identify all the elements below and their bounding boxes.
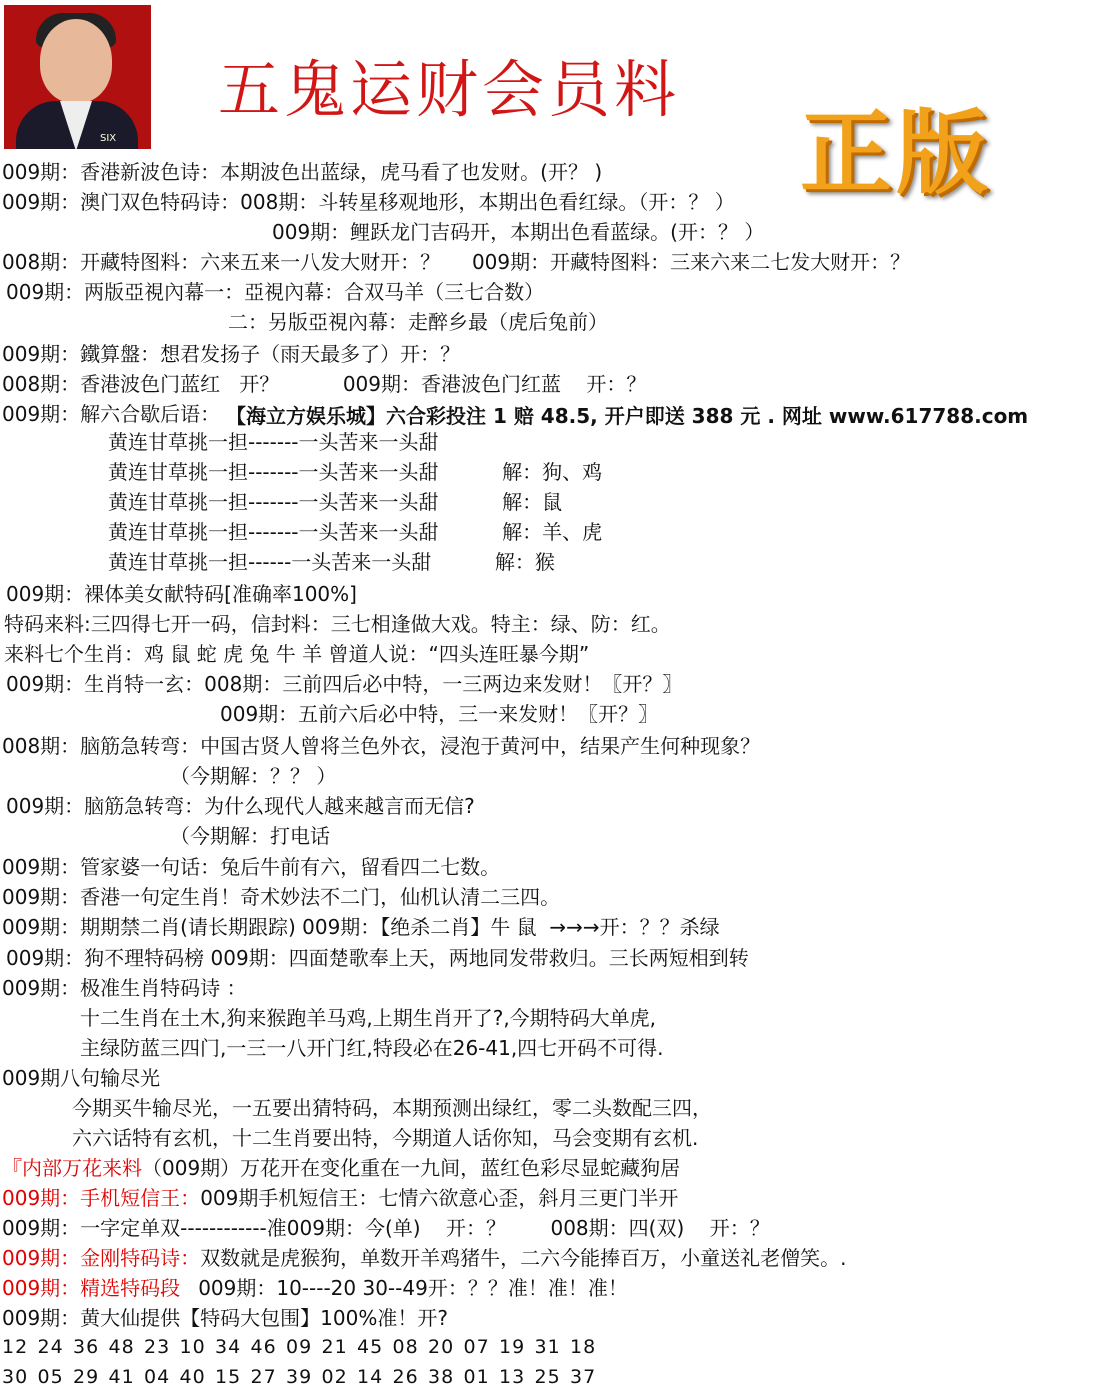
- text-line: 008期：脑筋急转弯：中国古贤人曾将兰色外衣，浸泡于黄河中，结果产生何种现象？: [2, 734, 761, 758]
- text-line: 009期：期期禁二肖(请长期跟踪) 009期：【绝杀二肖】牛 鼠 →→→开：？？杀绿: [2, 915, 720, 939]
- text-line: 009期：澳门双色特码诗：008期：斗转星移观地形，本期出色看红绿。（开：？ ）: [2, 190, 735, 214]
- number-row-1: [2, 1336, 606, 1358]
- text-line: 009期：鐵算盤：想君发扬子（雨天最多了）开：？: [2, 342, 461, 366]
- text-line: 二：另版亞視內幕：走醉乡最（虎后兔前）: [228, 310, 608, 334]
- number-cell: 19: [499, 1336, 526, 1358]
- number-cell: 34: [215, 1336, 242, 1358]
- text-line: 黄连甘草挑一担-------一头苦来一头甜 解：羊、虎: [108, 520, 603, 544]
- text-line: 009期：极准生肖特码诗 ：: [2, 976, 247, 1000]
- text-line: 今期买牛输尽光，一五要出猜特码，本期预测出绿红，零二头数配三四，: [72, 1096, 712, 1120]
- number-cell: 02: [321, 1366, 348, 1388]
- text-line: 009期：鲤跃龙门吉码开，本期出色看蓝绿。(开：？ ）: [272, 220, 765, 244]
- text-line: 特码来料:三四得七开一码，信封料：三七相逢做大戏。特主：绿、防：红。: [4, 612, 671, 636]
- number-cell: 27: [250, 1366, 277, 1388]
- number-cell: 39: [286, 1366, 313, 1388]
- number-cell: 48: [108, 1336, 135, 1358]
- number-cell: 01: [463, 1366, 490, 1388]
- text-line: 009期八句输尽光: [2, 1066, 161, 1090]
- number-cell: 26: [392, 1366, 419, 1388]
- text-line: 主绿防蓝三四门,一三一八开门红,特段必在26-41,四七开码不可得.: [80, 1036, 664, 1060]
- number-cell: 20: [428, 1336, 455, 1358]
- text-line: 009期：金刚特码诗：双数就是虎猴狗，单数开羊鸡猪牛，二六今能捧百万，小童送礼老僧笑。.: [2, 1246, 847, 1270]
- authentic-seal: 正版: [800, 100, 993, 207]
- number-cell: 21: [321, 1336, 348, 1358]
- text-line: 黄连甘草挑一担------一头苦来一头甜 解：猴: [108, 550, 555, 574]
- page-title: 五鬼运财会员料: [218, 53, 681, 126]
- text-line: 009期：手机短信王：009期手机短信王：七情六欲意心歪，斜月三更门半开: [2, 1186, 679, 1210]
- number-cell: 10: [179, 1336, 206, 1358]
- text-line: 009期：五前六后必中特，三一来发财！〖开？〗: [220, 702, 659, 726]
- portrait-photo: [4, 5, 151, 149]
- text-line: （今期解：？？ ）: [170, 764, 337, 788]
- text-line: 黄连甘草挑一担-------一头苦来一头甜 解：鼠: [108, 490, 563, 514]
- text-line: 十二生肖在土木,狗来猴跑羊马鸡,上期生肖开了?,今期特码大单虎,: [80, 1006, 657, 1030]
- number-cell: 15: [215, 1366, 242, 1388]
- text-line: 009期：两版亞視內幕一：亞視內幕：合双马羊（三七合数）: [6, 280, 545, 304]
- number-cell: 24: [37, 1336, 64, 1358]
- text-line: 009期：香港一句定生肖！奇术妙法不二门，仙机认清二三四。: [2, 885, 561, 909]
- casino-ad: 【海立方娱乐城】六合彩投注 1 赔 48.5, 开户即送 388 元 . 网址 www.617788.com: [226, 404, 1029, 428]
- sms-label: 009期：手机短信王：: [2, 1186, 201, 1210]
- number-cell: 30: [2, 1366, 29, 1388]
- photo-caption: SIX: [100, 133, 117, 144]
- number-row-2: [2, 1366, 606, 1388]
- number-cell: 29: [73, 1366, 100, 1388]
- text-line: 009期：解六合歇后语：: [2, 402, 221, 426]
- text-line: 009期：一字定单双------------准009期：今(单) 开：？ 008期：四(双) 开：？: [2, 1216, 770, 1240]
- text-line: （今期解：打电话: [170, 824, 330, 848]
- number-cell: 13: [499, 1366, 526, 1388]
- number-cell: 25: [534, 1366, 561, 1388]
- text-line: 『内部万花来料（009期）万花开在变化重在一九间，蓝红色彩尽显蛇藏狗居: [2, 1156, 681, 1180]
- number-cell: 46: [250, 1336, 277, 1358]
- text-line: 009期：裸体美女献特码[准确率100%]: [6, 582, 357, 606]
- number-cell: 05: [37, 1366, 64, 1388]
- jingang-label: 009期：金刚特码诗：: [2, 1246, 201, 1270]
- text-line: 008期：香港波色门蓝红 开？ 009期：香港波色门红蓝 开：？: [2, 372, 647, 396]
- number-cell: 08: [392, 1336, 419, 1358]
- number-cell: 04: [144, 1366, 171, 1388]
- number-cell: 37: [570, 1366, 597, 1388]
- number-cell: 18: [570, 1336, 597, 1358]
- number-cell: 09: [286, 1336, 313, 1358]
- number-cell: 31: [534, 1336, 561, 1358]
- text-line: 黄连甘草挑一担-------一头苦来一头甜: [108, 430, 439, 454]
- number-cell: 07: [463, 1336, 490, 1358]
- text-line: 黄连甘草挑一担-------一头苦来一头甜 解：狗、鸡: [108, 460, 603, 484]
- text-line: 009期：脑筋急转弯：为什么现代人越来越言而无信?: [6, 794, 475, 818]
- number-cell: 36: [73, 1336, 100, 1358]
- number-cell: 38: [428, 1366, 455, 1388]
- number-cell: 14: [357, 1366, 384, 1388]
- text-line: 来料七个生肖：鸡 鼠 蛇 虎 兔 牛 羊 曾道人说：“四头连旺暴今期”: [4, 642, 590, 666]
- text-line: 009期：管家婆一句话：兔后牛前有六，留看四二七数。: [2, 855, 501, 879]
- number-cell: 23: [144, 1336, 171, 1358]
- text-line: 009期：黄大仙提供【特码大包围】100%准！开?: [2, 1306, 448, 1330]
- portrait-face: [40, 19, 112, 103]
- wanhua-label: 『内部万花来料: [2, 1156, 142, 1180]
- text-line: 六六话特有玄机，十二生肖要出特，今期道人话你知，马会变期有玄机.: [72, 1126, 699, 1150]
- text-line: 009期：狗不理特码榜 009期：四面楚歌奉上天，两地同发带救归。三长两短相到转: [6, 946, 749, 970]
- text-line: 008期：开藏特图料：六来五来一八发大财开：？ 009期：开藏特图料：三来六来二七发大财开：？: [2, 250, 911, 274]
- jingxuan-label: 009期：精选特码段: [2, 1276, 181, 1300]
- number-cell: 45: [357, 1336, 384, 1358]
- number-cell: 41: [108, 1366, 135, 1388]
- number-cell: 40: [179, 1366, 206, 1388]
- text-line: 009期：香港新波色诗：本期波色出蓝绿，虎马看了也发财。(开？ ): [2, 160, 603, 184]
- text-line: 009期：精选特码段 009期：10----20 30--49开：？？准！准！准！: [2, 1276, 628, 1300]
- text-line: 009期：生肖特一玄：008期：三前四后必中特，一三两边来发财！〖开？〗: [6, 672, 683, 696]
- number-cell: 12: [2, 1336, 29, 1358]
